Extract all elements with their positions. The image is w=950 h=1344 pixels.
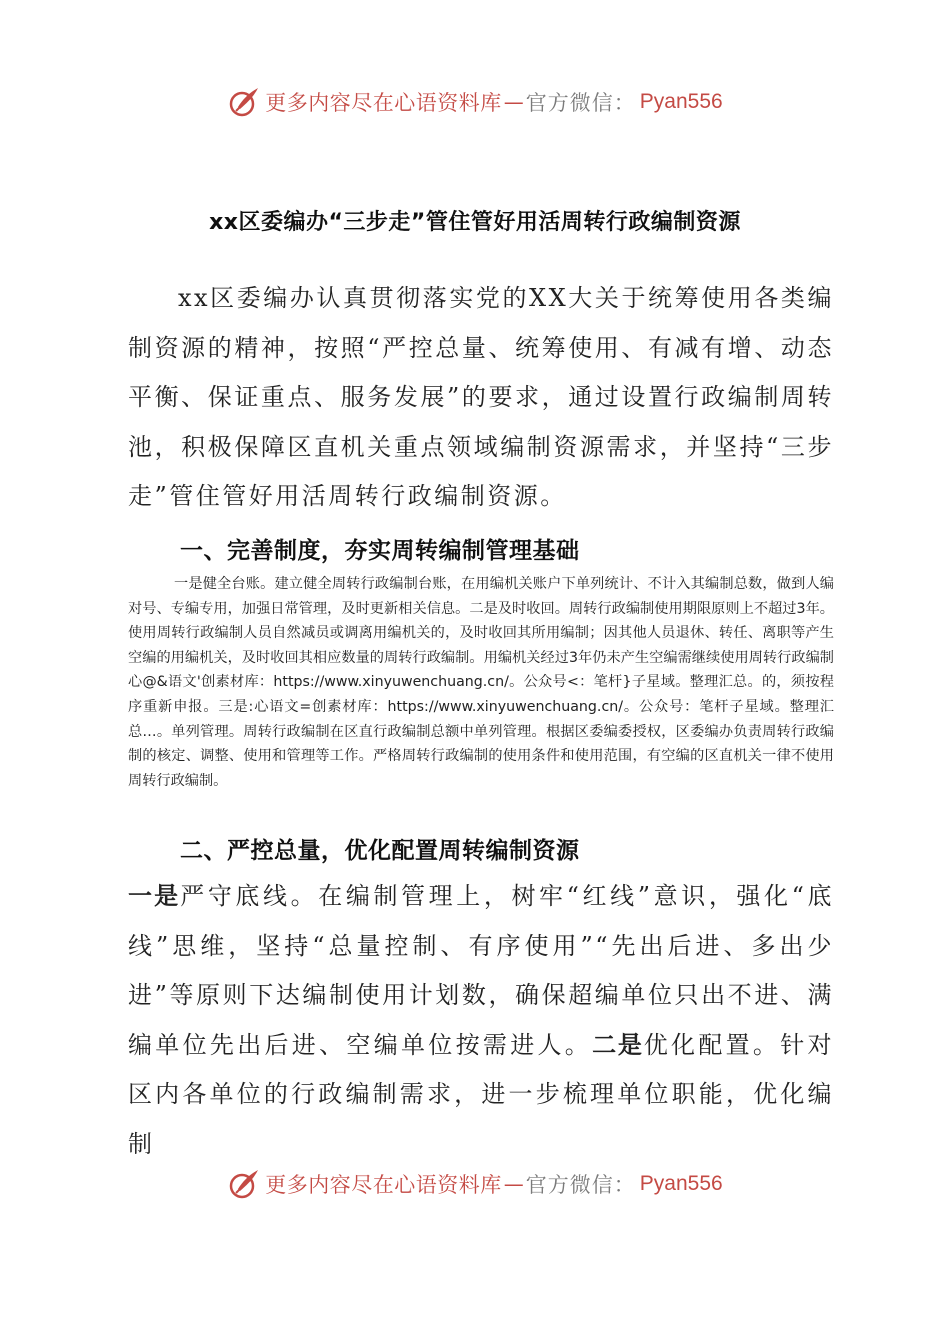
banner-wechat-id: Pyan556	[639, 1172, 723, 1195]
section-2-text-2: 优化配置。针对区内各单位的行政编制需求，进一步梳理单位职能，优化编制	[128, 1030, 835, 1158]
banner-dash: —	[503, 90, 524, 114]
section-2-text-1: 严守底线。在编制管理上，树牢“红线”意识，强化“底线”思维，坚持“总量控制、有序使用”“先出后进、多出少进”等原则下达编制使用计划数，确保超编单位只出不进、满编单位先出后进、空编单位按需进人。	[128, 882, 835, 1059]
section-2-lead-1: 一是	[128, 882, 181, 910]
banner-wechat-id: Pyan556	[639, 90, 723, 113]
quill-pen-logo-icon	[227, 85, 261, 119]
section-1-body: 一是健全台账。建立健全周转行政编制台账，在用编机关账户下单列统计、不计入其编制总数，做到人编对号、专编专用，加强日常管理，及时更新相关信息。二是及时收回。周转行政编制使用期限原则上不超过3年。使用周转行政编制人员自然减员或调离用编机关的，及时收回其所用编制；因其他人员退休、转任、离职等产生空编的用编机关，及时收回其相应数量的周转行政编制。用编机关经过3年仍未产生空编需继续使用周转行政编制心@&语文'创素材库：https://www.xinyuwenchuang.cn/。公众号<：笔杆}子星域。整理汇总。的，须按程序重新申报。三是:心语文=创素材库：https://www.xinyuwenchuang.cn/。公众号：笔杆子星域。整理汇总…。单列管理。周转行政编制在区直行政编制总额中单列管理。根据区委编委授权，区委编办负责周转行政编制的核定、调整、使用和管理等工作。严格周转行政编制的使用条件和使用范围，有空编的区直机关一律不使用周转行政编制。	[128, 576, 834, 789]
quill-pen-logo-icon	[227, 1167, 261, 1201]
section-2-lead-2: 二是	[592, 1030, 644, 1059]
banner-wechat-label: 官方微信：	[525, 1173, 636, 1197]
banner-text: 更多内容尽在心语资料库	[265, 91, 502, 115]
intro-paragraph: xx区委编办认真贯彻落实党的XX大关于统筹使用各类编制资源的精神，按照“严控总量、统筹使用、有减有增、动态平衡、保证重点、服务发展”的要求，通过设置行政编制周转池，积极保障区直机关重点领域编制资源需求，并坚持“三步走”管住管好用活周转行政编制资源。	[128, 284, 834, 511]
section-2-body	[128, 872, 834, 1170]
banner-dash: —	[503, 1172, 524, 1196]
footer-banner	[0, 1162, 950, 1206]
section-2-heading: 二、严控总量，优化配置周转编制资源	[180, 838, 580, 864]
section-1-heading: 一、完善制度，夯实周转编制管理基础	[180, 538, 580, 564]
document-title: xx区委编办“三步走”管住管好用活周转行政编制资源	[209, 210, 741, 235]
banner-text: 更多内容尽在心语资料库	[265, 1173, 502, 1197]
header-banner	[0, 80, 950, 124]
banner-wechat-label: 官方微信：	[525, 91, 636, 115]
